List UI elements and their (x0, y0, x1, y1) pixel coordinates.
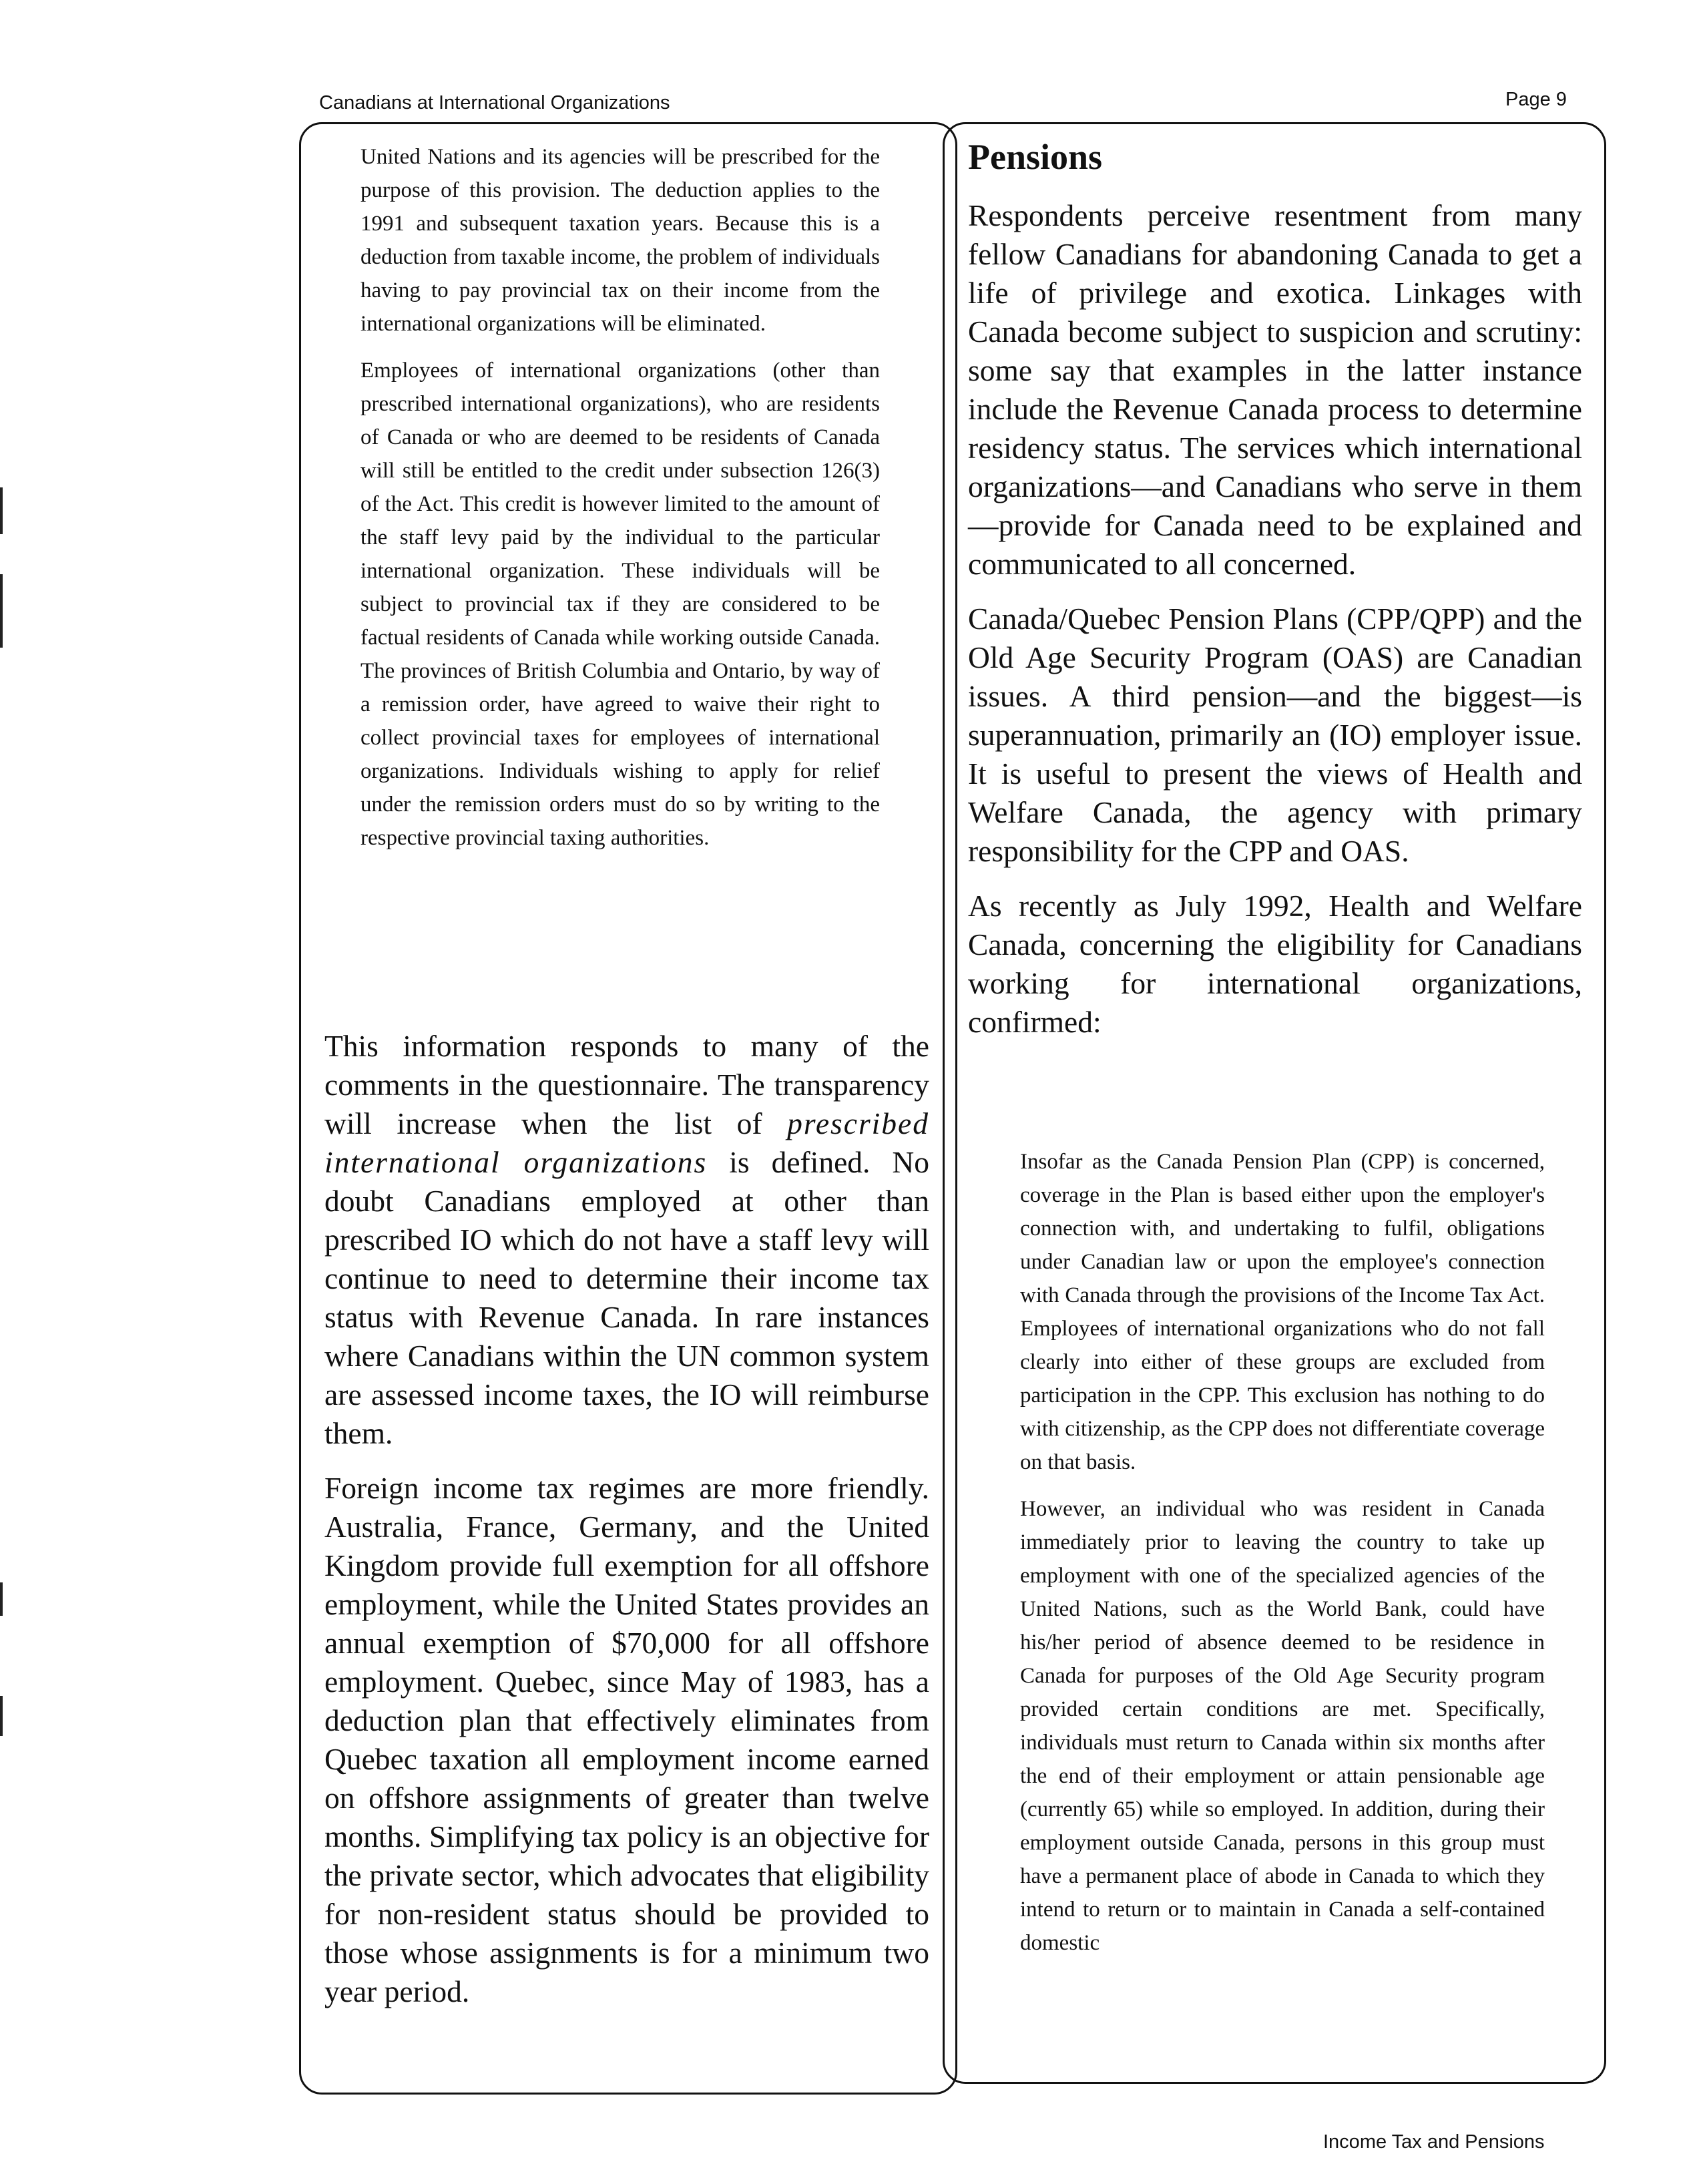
running-header-title: Canadians at International Organizations (319, 92, 670, 114)
right-quote-paragraph-2: However, an individual who was resident in Canada immediately prior to leaving the country to take up employment with one of the specialized agencies of the United Nations, such as the World Bank, could have his/her period of absence deemed to be residence in Canada for purposes of the Old Age Security program provided certain conditions are met. Specifically, individuals must return to Canada within six months after the end of their employment or attain pensionable age (currently 65) while so employed. In addition, during their employment outside Canada, persons in this group must have a permanent place of abode in Canada to which they intend to return or to maintain in Canada a self-contained domestic (1020, 1497, 1545, 1955)
running-footer-section: Income Tax and Pensions (1323, 2131, 1545, 2153)
left-body-text (324, 1027, 929, 2027)
right-body-paragraph-2: Canada/Quebec Pension Plans (CPP/QPP) and the Old Age Security Program (OAS) are Canadian issues. A third pension—and the biggest—is superannuation, primarily an (IO) employer issue. It is useful to present the views of Health and Welfare Canada, the agency with primary responsibility for the CPP and OAS. (968, 602, 1582, 868)
left-quote-paragraph-1: United Nations and its agencies will be prescribed for the purpose of this provision. The deduction applies to the 1991 and subsequent taxation years. Because this is a deduction from taxable income, the problem of individuals having to pay provincial tax on their income from the international organizations will be eliminated. (360, 145, 880, 336)
right-body-paragraph-3: As recently as July 1992, Health and Welfare Canada, concerning the eligibility for Canadians working for international organizations, confirmed: (968, 889, 1582, 1039)
left-body-p1-text-end: is defined. No doubt Canadians employed at other than prescribed IO which do not have a staff levy will continue to need to determine their income tax status with Revenue Canada. In rare instances where Canadians within the UN common system are assessed income taxes, the IO will reimburse them. (324, 1145, 929, 1450)
left-body-paragraph-2: Foreign income tax regimes are more friendly. Australia, France, Germany, and the United Kingdom provide full exemption for all offshore employment, while the United States provides an annual exemption of $70,000 for all offshore employment. Quebec, since May of 1983, has a deduction plan that effectively eliminates from Quebec taxation all employment income earned on offshore assignments of greater than twelve months. Simplifying tax policy is an objective for the private sector, which advocates that eligibility for non-resident status should be provided to those whose assignments is for a minimum two year period. (324, 1471, 929, 2008)
section-heading: Pensions (968, 137, 1103, 177)
left-body-paragraph-1 (324, 1027, 929, 1453)
scan-edge-mark (0, 574, 3, 648)
right-body-text (968, 134, 1582, 1058)
scan-edge-mark (0, 487, 3, 534)
scan-edge-mark (0, 1582, 3, 1616)
left-body-p1-text: This information responds to many of the comments in the questionnaire. The transparency will increase when the list of (324, 1029, 929, 1140)
scan-edge-mark (0, 1696, 3, 1736)
right-body-paragraph-1: Respondents perceive resentment from many fellow Canadians for abandoning Canada to get a life of privilege and exotica. Linkages with Canada become subject to suspicion and scrutiny: some say that examples in the latter instance include the Revenue Canada process to determine residency status. The services which international organizations—and Canadians who serve in them—provide for Canada need to be explained and communicated to all concerned. (968, 198, 1582, 581)
left-quoted-block (360, 140, 880, 868)
left-body-p1-italic: prescribed international organizations (324, 1106, 929, 1179)
right-quote-paragraph-1: Insofar as the Canada Pension Plan (CPP) is concerned, coverage in the Plan is based either upon the employer's connection with, and undertaking to fulfil, obligations under Canadian law or upon the employee's connection with Canada through the provisions of the Income Tax Act. Employees of international organizations who do not fall clearly into either of these groups are excluded from participation in the CPP. This exclusion has nothing to do with citizenship, as the CPP does not differentiate coverage on that basis. (1020, 1150, 1545, 1474)
left-quote-paragraph-2: Employees of international organizations (other than prescribed international organizations), who are residents of Canada or who are deemed to be residents of Canada will still be entitled to the credit under subsection 126(3) of the Act. This credit is however limited to the amount of the staff levy paid by the individual to the particular international organization. These individuals will be subject to provincial tax if they are considered to be factual residents of Canada while working outside Canada. The provinces of British Columbia and Ontario, by way of a remission order, have agreed to waive their right to collect provincial taxes for employees of international organizations. Individuals wishing to apply for relief under the remission orders must do so by writing to the respective provincial taxing authorities. (360, 359, 880, 850)
right-quoted-block (1020, 1145, 1545, 1973)
page-number: Page 9 (1505, 89, 1567, 110)
